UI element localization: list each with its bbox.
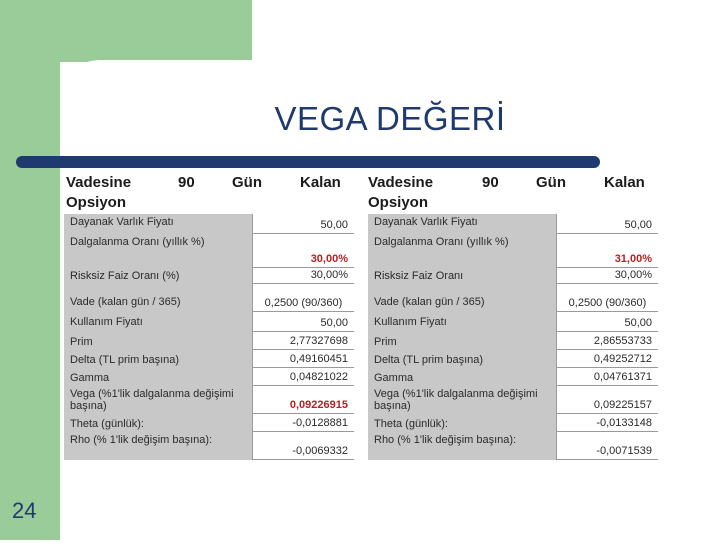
header-opsiyon: Opsiyon bbox=[66, 194, 127, 211]
header-days: 90 bbox=[482, 174, 499, 191]
row-label: Delta (TL prim başına) bbox=[368, 350, 556, 368]
row-label: Kullanım Fiyatı bbox=[64, 312, 252, 332]
row-label: Dayanak Varlık Fiyatı bbox=[368, 214, 556, 234]
table-row bbox=[368, 312, 658, 332]
row-label: Dalgalanma Oranı (yıllık %) bbox=[368, 234, 556, 268]
table-row bbox=[368, 432, 658, 460]
row-value: -0,0128881 bbox=[252, 414, 354, 432]
table-row bbox=[368, 386, 658, 414]
row-value: 0,09225157 bbox=[556, 386, 658, 414]
table-row bbox=[64, 284, 354, 312]
row-label: Theta (günlük): bbox=[368, 414, 556, 432]
row-value: 0,2500 (90/360) bbox=[252, 284, 354, 312]
row-label: Dalgalanma Oranı (yıllık %) bbox=[64, 234, 252, 268]
row-label: Risksiz Faiz Oranı bbox=[368, 268, 556, 284]
slide-title: VEGA DEĞERİ bbox=[274, 100, 506, 137]
row-value: 0,49160451 bbox=[252, 350, 354, 368]
table-row bbox=[64, 214, 354, 234]
table-header bbox=[64, 170, 354, 214]
slide-number: 24 bbox=[12, 498, 37, 523]
right-option-table bbox=[368, 170, 658, 462]
row-value: 50,00 bbox=[252, 214, 354, 234]
table-row bbox=[64, 386, 354, 414]
table-row bbox=[368, 414, 658, 432]
header-vadesine: Vadesine bbox=[66, 174, 132, 191]
header-gun: Gün bbox=[536, 174, 566, 191]
row-value: 0,09226915 bbox=[252, 386, 354, 414]
row-value: -0,0133148 bbox=[556, 414, 658, 432]
row-value: -0,0071539 bbox=[556, 432, 658, 460]
row-label: Vade (kalan gün / 365) bbox=[368, 284, 556, 312]
table-row bbox=[64, 268, 354, 284]
table-row bbox=[368, 350, 658, 368]
header-opsiyon: Opsiyon bbox=[368, 194, 429, 211]
row-label: Rho (% 1'lik değişim başına): bbox=[64, 432, 252, 460]
row-value: 0,04761371 bbox=[556, 368, 658, 386]
row-label: Rho (% 1'lik değişim başına): bbox=[368, 432, 556, 460]
row-label: Vega (%1'lik dalgalanma değişimi başına) bbox=[64, 386, 252, 414]
table-row bbox=[368, 284, 658, 312]
table-row bbox=[64, 432, 354, 460]
table-row bbox=[64, 234, 354, 268]
row-label: Prim bbox=[368, 332, 556, 350]
table-row bbox=[368, 214, 658, 234]
table-row bbox=[368, 368, 658, 386]
left-option-table bbox=[64, 170, 354, 462]
row-label: Vade (kalan gün / 365) bbox=[64, 284, 252, 312]
header-kalan: Kalan bbox=[604, 174, 645, 191]
table-header bbox=[368, 170, 658, 214]
side-bar bbox=[0, 0, 60, 540]
row-value: 0,04821022 bbox=[252, 368, 354, 386]
row-value: 0,49252712 bbox=[556, 350, 658, 368]
header-vadesine: Vadesine bbox=[368, 174, 434, 191]
header-gun: Gün bbox=[232, 174, 262, 191]
row-value: -0,0069332 bbox=[252, 432, 354, 460]
row-value: 30,00% bbox=[252, 234, 354, 268]
table-row bbox=[64, 350, 354, 368]
title-rule bbox=[16, 156, 600, 168]
row-label: Kullanım Fiyatı bbox=[368, 312, 556, 332]
top-accent-block bbox=[60, 0, 252, 62]
table-row bbox=[64, 312, 354, 332]
header-kalan: Kalan bbox=[300, 174, 341, 191]
row-value: 30,00% bbox=[556, 268, 658, 284]
row-label: Gamma bbox=[64, 368, 252, 386]
row-value: 50,00 bbox=[556, 312, 658, 332]
table-row bbox=[64, 332, 354, 350]
row-label: Vega (%1'lik dalgalanma değişimi başına) bbox=[368, 386, 556, 414]
table-row bbox=[64, 368, 354, 386]
row-value: 2,86553733 bbox=[556, 332, 658, 350]
row-value: 50,00 bbox=[252, 312, 354, 332]
row-value: 2,77327698 bbox=[252, 332, 354, 350]
row-value: 30,00% bbox=[252, 268, 354, 284]
table-row bbox=[64, 414, 354, 432]
row-label: Theta (günlük): bbox=[64, 414, 252, 432]
row-label: Risksiz Faiz Oranı (%) bbox=[64, 268, 252, 284]
row-label: Delta (TL prim başına) bbox=[64, 350, 252, 368]
table-row bbox=[368, 234, 658, 268]
header-days: 90 bbox=[178, 174, 195, 191]
table-row bbox=[368, 332, 658, 350]
row-value: 31,00% bbox=[556, 234, 658, 268]
row-value: 50,00 bbox=[556, 214, 658, 234]
row-value: 0,2500 (90/360) bbox=[556, 284, 658, 312]
row-label: Dayanak Varlık Fiyatı bbox=[64, 214, 252, 234]
row-label: Gamma bbox=[368, 368, 556, 386]
row-label: Prim bbox=[64, 332, 252, 350]
table-row bbox=[368, 268, 658, 284]
